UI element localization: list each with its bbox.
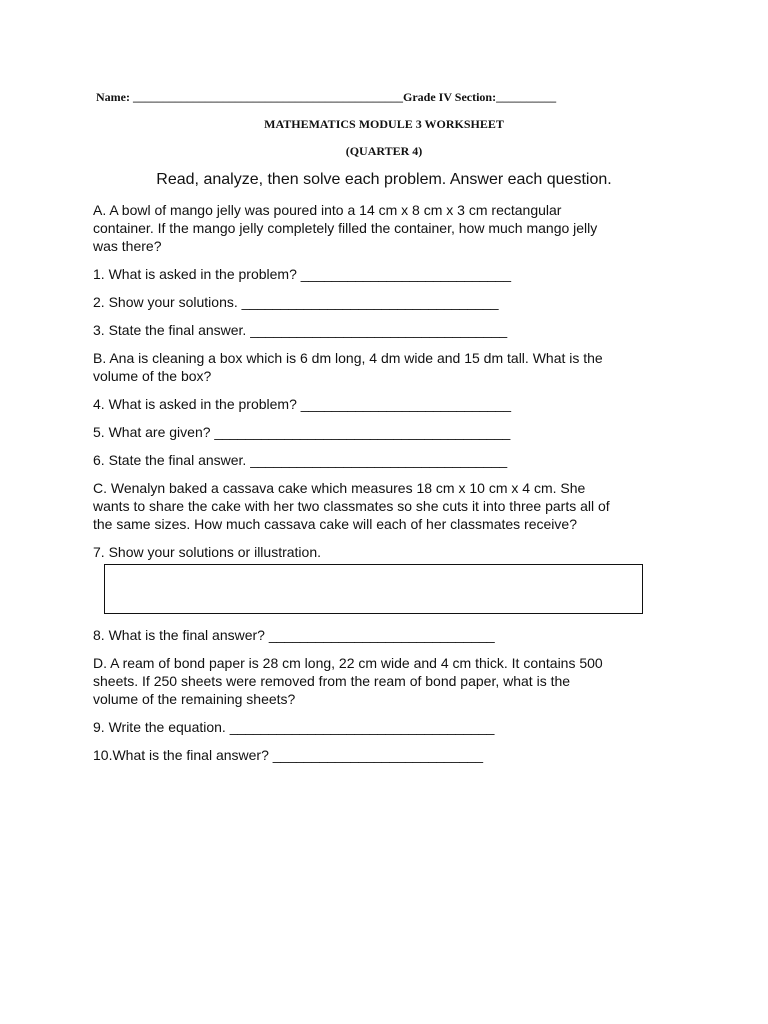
problem-c-line-2: wants to share the cake with her two classmates so she cuts it into three parts all of [93,498,610,514]
question-4: 4. What is asked in the problem? ___________________________ [93,396,511,412]
problem-c-line-1: C. Wenalyn baked a cassava cake which measures 18 cm x 10 cm x 4 cm. She [93,480,586,496]
question-3: 3. State the final answer. _________________________________ [93,322,508,338]
problem-a-line-2: container. If the mango jelly completely filled the container, how much mango jelly [93,220,598,236]
question-8: 8. What is the final answer? _____________________________ [93,627,495,643]
problem-d-line-3: volume of the remaining sheets? [93,691,296,707]
question-7: 7. Show your solutions or illustration. [93,544,321,560]
instructions-heading: Read, analyze, then solve each problem. Answer each question. [156,171,612,188]
problem-a-line-3: was there? [93,238,162,254]
problem-d-line-2: sheets. If 250 sheets were removed from the ream of bond paper, what is the [93,673,571,689]
name-grade-section-line: Name: _____________________________________________Grade IV Section:__________ [96,90,557,104]
question-2: 2. Show your solutions. _________________________________ [93,294,499,310]
question-5: 5. What are given? ______________________________________ [93,424,511,440]
problem-a-line-1: A. A bowl of mango jelly was poured into a 14 cm x 8 cm x 3 cm rectangular [93,202,562,218]
question-1: 1. What is asked in the problem? ___________________________ [93,266,511,282]
question-10: 10.What is the final answer? ___________________________ [93,747,483,763]
problem-b-line-2: volume of the box? [93,368,212,384]
problem-b-line-1: B. Ana is cleaning a box which is 6 dm long, 4 dm wide and 15 dm tall. What is the [93,350,603,366]
quarter-label: (QUARTER 4) [345,144,423,158]
solution-box[interactable] [104,564,643,614]
question-9: 9. Write the equation. __________________________________ [93,719,495,735]
question-6: 6. State the final answer. _________________________________ [93,452,508,468]
worksheet-title: MATHEMATICS MODULE 3 WORKSHEET [264,117,504,131]
problem-d-line-1: D. A ream of bond paper is 28 cm long, 22 cm wide and 4 cm thick. It contains 500 [93,655,603,671]
problem-c-line-3: the same sizes. How much cassava cake will each of her classmates receive? [93,516,577,532]
